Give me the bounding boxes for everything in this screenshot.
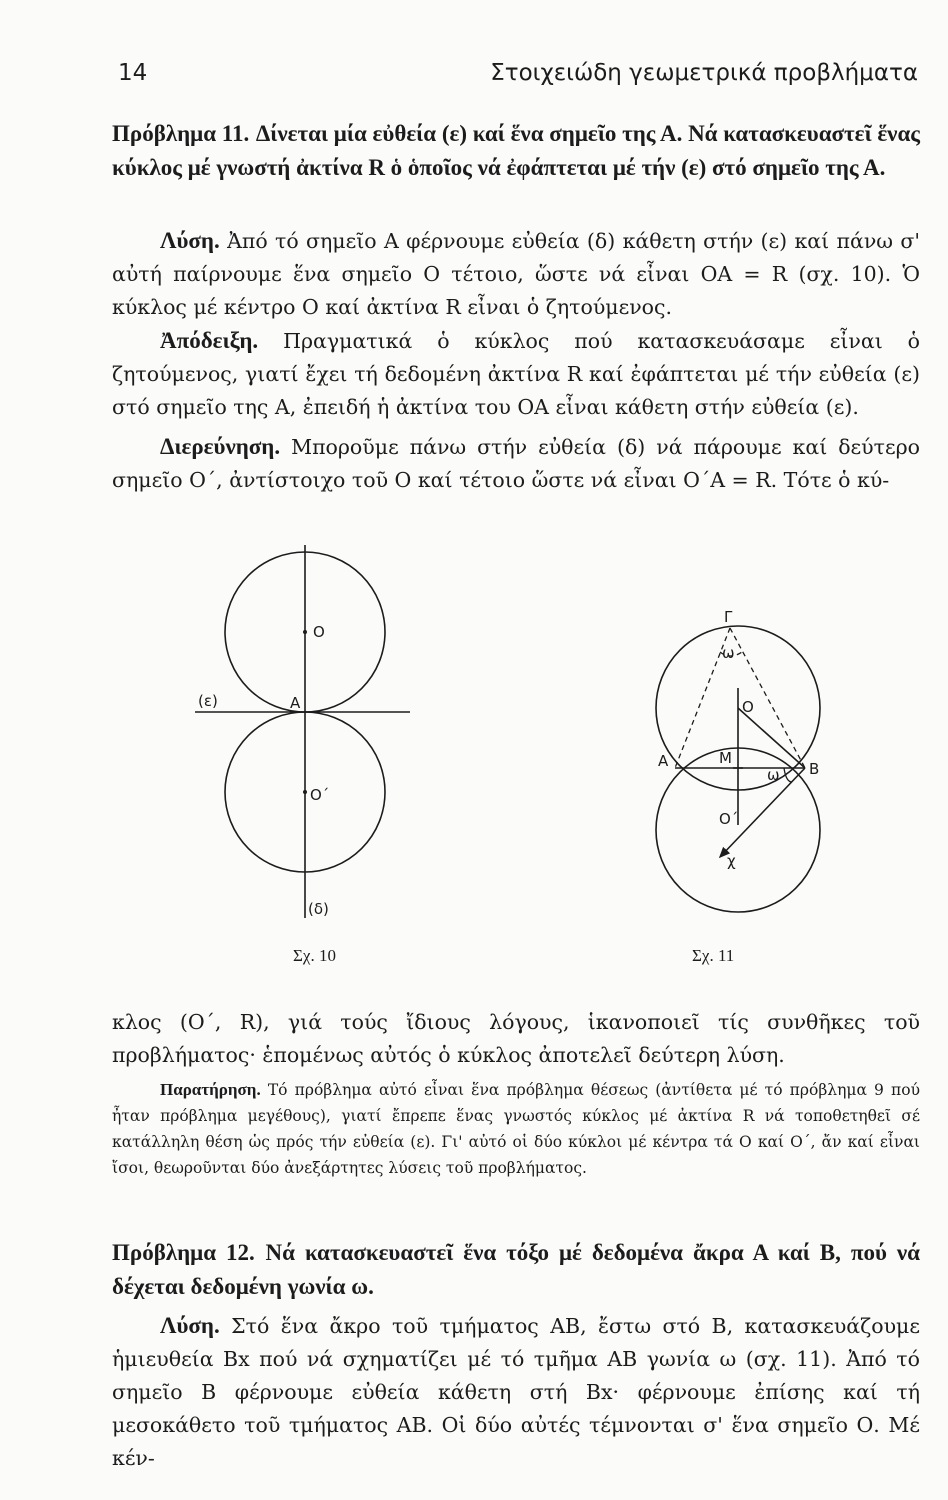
solution-text: Ἀπό τό σημεῖο Α φέρνουμε εὐθεία (δ) κάθετη στήν (ε) καί πάνω σ' αὐτή παίρνουμε ἕνα σημεῖο Ο τέτοιο, ὥστε νά εἶναι ΟΑ = R (σχ. 10). Ὁ κύκλος μέ κέντρο Ο καί ἀκτίνα R εἶναι ὁ ζητούμενος. — [112, 229, 920, 319]
problem-12-solution-text: Στό ἕνα ἄκρο τοῦ τμήματος ΑΒ, ἔστω στό Β, κατασκευάζουμε ἡμιευθεία Βx πού νά σχηματίζει μέ τό τμῆμα ΑΒ γωνία ω (σχ. 11). Ἀπό τό σημεῖο Β φέρνουμε εὐθεία κάθετη στή Βx· φέρνουμε ἐπίσης καί τή μεσοκάθετο τοῦ τμήματος ΑΒ. Οἱ δύο αὐτές τέμνονται σ' ἕνα σημεῖο Ο. Μέ κέν- — [112, 1314, 920, 1470]
discussion-text: Μποροῦμε πάνω στήν εὐθεία (δ) νά πάρουμε καί δεύτερο σημεῖο Ο΄, ἀντίστοιχο τοῦ Ο καί τέτοιο ὥστε νά εἶναι Ο΄Α = R. Τότε ὁ κύ- — [112, 435, 920, 492]
problem-12-solution — [112, 1309, 920, 1475]
problem-12-solution-label: Λύση. — [160, 1313, 220, 1338]
solution-label: Λύση. — [160, 228, 220, 253]
fig11-label-omega-B: ω — [767, 766, 780, 784]
fig11-line-BO — [738, 708, 805, 768]
problem-12-heading: Πρόβλημα 12. — [112, 1240, 255, 1265]
fig11-label-A: Α — [658, 752, 669, 770]
problem-11-heading: Πρόβλημα 11. — [112, 121, 250, 146]
proof-label: Ἀπόδειξη. — [160, 328, 259, 353]
fig11-label-O: Ο — [742, 698, 754, 716]
page-number: 14 — [118, 60, 148, 86]
fig11-caption: Σχ. 11 — [692, 946, 735, 965]
fig10-label-O-prime: Ο΄ — [310, 786, 330, 804]
fig11-label-B: Β — [809, 760, 820, 778]
problem-11-discussion-cont: κλος (Ο΄, R), γιά τούς ἴδιους λόγους, ἱκανοποιεῖ τίς συνθῆκες τοῦ προβλήματος· ἑπομένως αὐτός ὁ κύκλος ἀποτελεῖ δεύτερη λύση. — [112, 1010, 920, 1067]
fig11-label-O-prime: Ο΄ — [719, 810, 739, 828]
running-title: Στοιχειώδη γεωμετρικά προβλήματα — [490, 60, 918, 86]
discussion-label: Διερεύνηση. — [160, 434, 281, 459]
proof-text: Πραγματικά ὁ κύκλος πού κατασκευάσαμε εἶναι ὁ ζητούμενος, γιατί ἔχει τή δεδομένη ἀκτίνα R καί ἐφάπτεται μέ τήν εὐθεία (ε) στό σημεῖο της Α, ἐπειδή ἡ ἀκτίνα του ΟΑ εἶναι κάθετη στήν εὐθεία (ε). — [112, 329, 920, 419]
problem-12-statement — [112, 1236, 920, 1304]
fig10-caption: Σχ. 10 — [293, 946, 336, 965]
fig10-label-O: Ο — [313, 623, 325, 641]
fig11-label-omega-top: ω — [722, 644, 735, 662]
note-text: Τό πρόβλημα αὐτό εἶναι ἕνα πρόβλημα θέσεως (ἀντίθετα μέ τό πρόβλημα 9 πού ἦταν πρόβλημα μεγέθους), γιατί ἔπρεπε ἕνας γνωστός κύκλος μέ ἀκτίνα R νά τοποθετηθεῖ σέ κατάλληλη θέση ὡς πρός τήν εὐθεία (ε). Γι' αὐτό οἱ δύο κύκλοι μέ κέντρα τά Ο καί Ο΄, ἄν καί εἶναι ἴσοι, θεωροῦνται δύο ἀνεξάρτητες λύσεις τοῦ προβλήματος. — [112, 1081, 920, 1177]
problem-11-note — [112, 1077, 920, 1181]
fig10-label-e: (ε) — [198, 692, 218, 710]
problem-11-text: Δίνεται μία εὐθεία (ε) καί ἕνα σημεῖο της Α. Νά κατασκευαστεῖ ἕνας κύκλος μέ γνωστή ἀκτίνα R ὁ ὁποῖος νά ἐφάπτεται μέ τήν (ε) στό σημεῖο της Α. — [112, 121, 921, 180]
problem-12-text: Νά κατασκευαστεῖ ἕνα τόξο μέ δεδομένα ἄκρα Α καί Β, πού νά δέχεται δεδομένη γωνία ω. — [112, 1240, 920, 1299]
fig11-label-G: Γ — [724, 608, 733, 626]
fig10-label-d: (δ) — [308, 900, 329, 918]
fig11-label-x: χ — [727, 852, 736, 870]
fig11-label-M: Μ — [719, 749, 732, 767]
fig10-label-A: Α — [290, 694, 301, 712]
note-label: Παρατήρηση. — [160, 1080, 261, 1099]
